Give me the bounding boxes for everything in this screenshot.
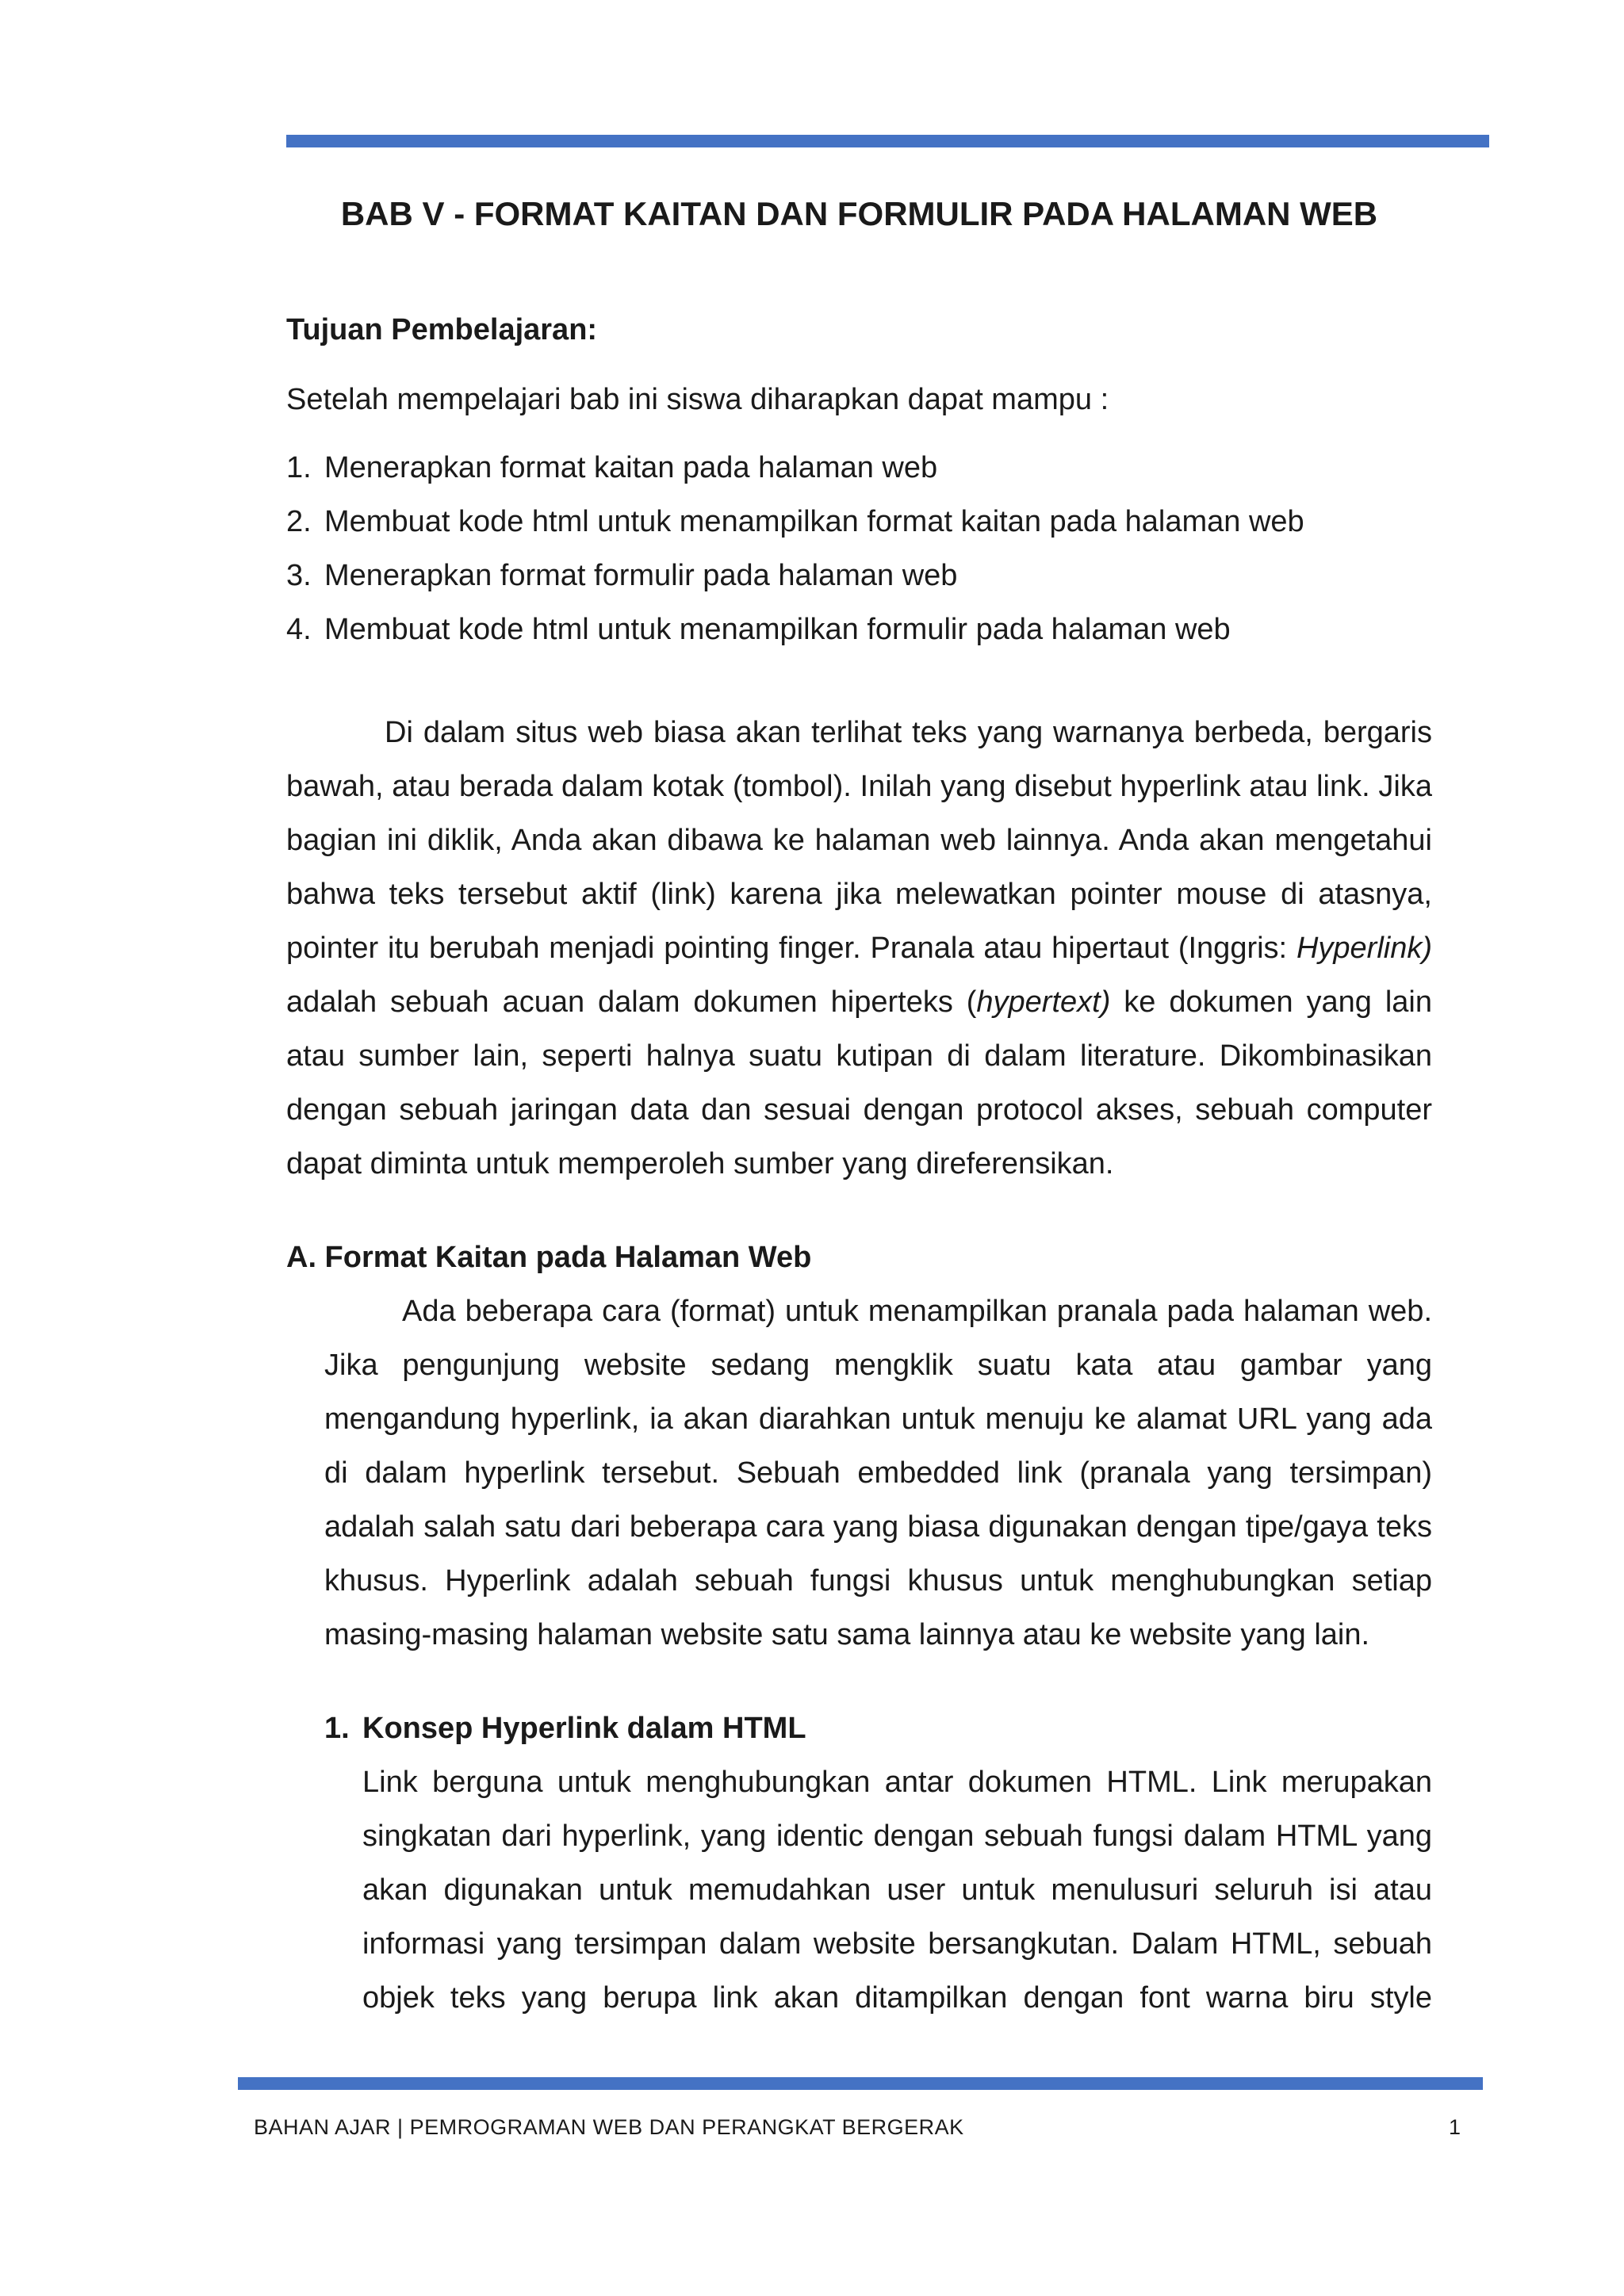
list-item-text: Membuat kode html untuk menampilkan formulir pada halaman web: [324, 613, 1231, 646]
list-item-text: Membuat kode html untuk menampilkan format kaitan pada halaman web: [324, 505, 1304, 538]
list-item-number: 1.: [286, 451, 312, 484]
objectives-heading: Tujuan Pembelajaran:: [286, 313, 598, 346]
footer-title: BAHAN AJAR | PEMROGRAMAN WEB DAN PERANGKAT BERGERAK: [254, 2115, 964, 2139]
list-item: [286, 603, 1432, 656]
chapter-title: BAB V - FORMAT KAITAN DAN FORMULIR PADA HALAMAN WEB: [340, 195, 1378, 232]
list-item: [286, 495, 1432, 549]
list-item-text: Menerapkan format kaitan pada halaman web: [324, 451, 938, 484]
subsection-1-number: 1.: [324, 1712, 350, 1745]
section-a-heading: A. Format Kaitan pada Halaman Web: [286, 1241, 812, 1274]
list-item: [286, 549, 1432, 603]
subsection-1-heading: [324, 1701, 1432, 1755]
intro-paragraph-text-1: Di dalam situs web biasa akan terlihat teks yang warnanya berbeda, bergaris bawah, atau berada dalam kotak (tombol). Inilah yang disebut hyperlink atau link. Jika bagian ini diklik, Anda akan dibawa ke halaman web lainnya. Anda akan mengetahui bahwa teks tersebut aktif (link) karena jika melewatkan pointer mouse di atasnya, pointer itu berubah menjadi pointing finger. Pranala atau hipertaut (Inggris:: [286, 716, 1432, 965]
header-rule: [286, 135, 1489, 147]
list-item-number: 4.: [286, 613, 312, 646]
intro-paragraph: [286, 706, 1432, 1191]
intro-paragraph-text-3: ke dokumen yang lain atau sumber lain, seperti halnya suatu kutipan di dalam literature. Dikombinasikan dengan sebuah jaringan data dan sesuai dengan protocol akses, sebuah computer dapat diminta untuk memperoleh sumber yang direferensikan.: [286, 985, 1432, 1181]
intro-paragraph-italic-hyperlink: Hyperlink): [1296, 932, 1432, 965]
intro-paragraph-italic-hypertext: hypertext): [976, 985, 1111, 1019]
footer-rule: [238, 2077, 1483, 2090]
objectives-list: [286, 441, 1432, 656]
list-item: [286, 441, 1432, 495]
subsection-1-title: Konsep Hyperlink dalam HTML: [362, 1712, 806, 1745]
list-item-number: 2.: [286, 505, 312, 538]
subsection-1-body: Link berguna untuk menghubungkan antar dokumen HTML. Link merupakan singkatan dari hyperlink, yang identic dengan sebuah fungsi dalam HTML yang akan digunakan untuk memudahkan user untuk menulusuri seluruh isi atau informasi yang tersimpan dalam website bersangkutan. Dalam HTML, sebuah objek teks yang berupa link akan ditampilkan dengan font warna biru style: [362, 1766, 1432, 2015]
list-item-number: 3.: [286, 559, 312, 592]
list-item-text: Menerapkan format formulir pada halaman web: [324, 559, 958, 592]
intro-paragraph-text-2: adalah sebuah acuan dalam dokumen hiperteks (: [286, 985, 977, 1019]
objectives-intro: Setelah mempelajari bab ini siswa diharapkan dapat mampu :: [286, 383, 1109, 416]
section-a-body: Ada beberapa cara (format) untuk menampilkan pranala pada halaman web. Jika pengunjung website sedang mengklik suatu kata atau gambar yang mengandung hyperlink, ia akan diarahkan untuk menuju ke alamat URL yang ada di dalam hyperlink tersebut. Sebuah embedded link (pranala yang tersimpan) adalah salah satu dari beberapa cara yang biasa digunakan dengan tipe/gaya teks khusus. Hyperlink adalah sebuah fungsi khusus untuk menghubungkan setiap masing-masing halaman website satu sama lainnya atau ke website yang lain.: [324, 1295, 1432, 1651]
page-content: [286, 190, 1432, 2025]
page-number: 1: [1448, 2115, 1461, 2139]
